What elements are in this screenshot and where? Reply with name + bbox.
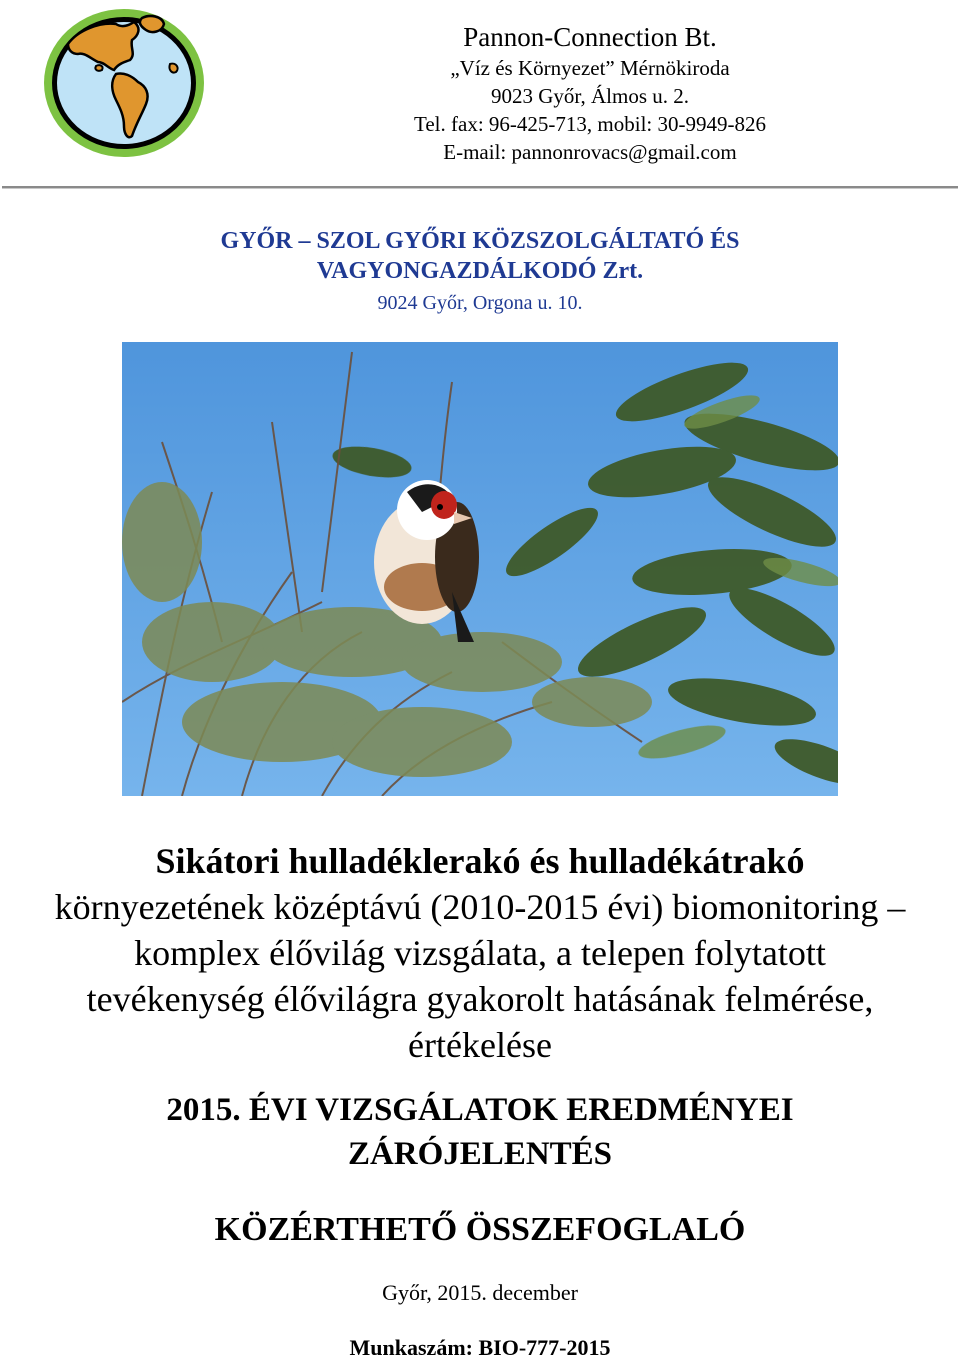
report-line2: ZÁRÓJELENTÉS <box>347 1136 613 1172</box>
report-type <box>0 1088 960 1176</box>
work-number: Munkaszám: BIO-777-2015 <box>349 1335 611 1360</box>
letterhead <box>300 20 880 166</box>
report-line1: 2015. ÉVI VIZSGÁLATOK EREDMÉNYEI <box>166 1092 794 1128</box>
title-line4: tevékenység élővilágra gyakorolt hatásának felmérése, <box>86 979 874 1019</box>
office-name: „Víz és Környezet” Mérnökiroda <box>450 56 730 80</box>
title-line5: értékelése <box>408 1025 552 1065</box>
company-phone: Tel. fax: 96-425-713, mobil: 30-9949-826 <box>414 112 766 136</box>
client-name-line2: VAGYONGAZDÁLKODÓ Zrt. <box>316 258 644 284</box>
globe-icon <box>38 4 212 160</box>
header-divider <box>2 186 958 189</box>
title-line2: környezetének középtávú (2010-2015 évi) biomonitoring – <box>54 887 906 927</box>
company-address: 9023 Győr, Álmos u. 2. <box>490 84 690 108</box>
company-email: E-mail: pannonrovacs@gmail.com <box>443 140 737 164</box>
summary-heading: KÖZÉRTHETŐ ÖSSZEFOGLALÓ <box>214 1211 746 1248</box>
client-block <box>0 226 960 318</box>
report-title <box>0 838 960 1068</box>
client-address: 9024 Győr, Orgona u. 10. <box>377 292 583 314</box>
title-line3: komplex élővilág vizsgálata, a telepen folytatott <box>134 933 826 973</box>
place-date: Győr, 2015. december <box>382 1280 578 1305</box>
company-name: Pannon-Connection Bt. <box>463 22 717 52</box>
cover-photo <box>122 342 838 796</box>
title-line1: Sikátori hulladéklerakó és hulladékátrakó <box>155 841 805 881</box>
client-name-line1: GYŐR – SZOL GYŐRI KÖZSZOLGÁLTATÓ ÉS <box>220 228 740 254</box>
